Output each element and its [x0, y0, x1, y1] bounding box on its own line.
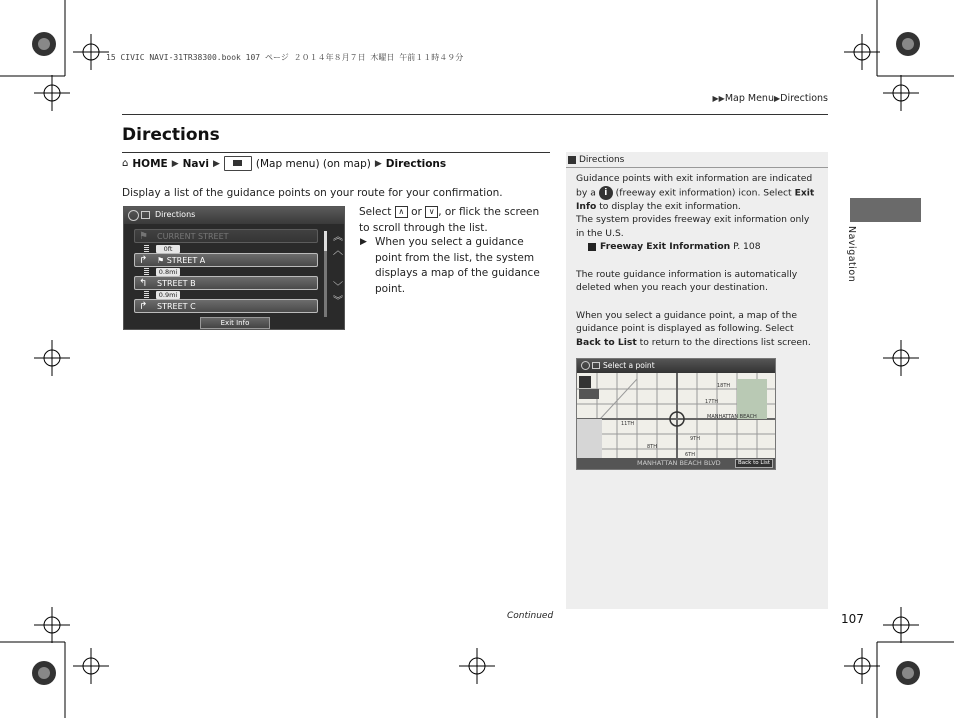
sidebar-paragraph — [576, 172, 820, 213]
note-arrow-icon: ▶ — [360, 237, 367, 247]
select-word: Select — [359, 206, 392, 218]
screen-header — [124, 207, 344, 224]
map-label: 8TH — [647, 444, 657, 450]
page-title: Directions — [122, 125, 220, 145]
flag-icon: ⚑ — [139, 231, 148, 242]
sidebar-paragraph — [576, 309, 820, 350]
distance-badge: 0.8mi — [156, 268, 180, 276]
section-tab — [850, 198, 921, 222]
page-up-icon[interactable]: ︽ — [333, 232, 343, 243]
header-divider — [122, 114, 828, 115]
text: to return to the directions list screen. — [639, 336, 811, 348]
select-rest: , or flick the screen to scroll through the list. — [359, 206, 540, 234]
back-to-list-button[interactable]: Back to List — [735, 459, 773, 468]
text: to display the exit information. — [599, 200, 741, 212]
select-note — [359, 235, 551, 297]
guidance-point-map-screen — [576, 358, 776, 470]
list-item-label: STREET C — [157, 302, 196, 311]
intro-text: Display a list of the guidance points on your route for your confirmation. — [122, 187, 503, 199]
path-home: HOME — [132, 157, 168, 170]
sidebar-paragraph: The system provides freeway exit information only in the U.S. — [576, 214, 810, 239]
note-icon — [568, 156, 576, 164]
exit-info-button[interactable]: Exit Info — [200, 317, 270, 329]
distance-marker-icon — [144, 268, 149, 276]
distance-marker-icon — [144, 245, 149, 253]
freeway-exit-info-icon: i — [599, 186, 613, 200]
list-item-street-c[interactable] — [134, 299, 318, 313]
scrollbar-thumb[interactable] — [324, 231, 327, 251]
page-down-icon[interactable]: ︾ — [333, 296, 343, 307]
list-item-street-b[interactable] — [134, 276, 318, 290]
map-label: 17TH — [705, 399, 719, 405]
map-label: MANHATTAN BEACH — [707, 414, 757, 420]
right-turn-icon: ↱ — [139, 255, 148, 266]
breadcrumb-arrow-icon: ▶ — [773, 94, 781, 103]
list-item-street-a[interactable] — [134, 253, 318, 267]
voice-icon — [581, 361, 590, 370]
right-turn-icon: ↱ — [139, 301, 148, 312]
distance-badge: 0.9mi — [156, 291, 180, 299]
path-map-menu: (Map menu) (on map) — [255, 157, 371, 170]
or-word: or — [411, 206, 422, 218]
list-item-current-street[interactable] — [134, 229, 318, 243]
list-item-label: CURRENT STREET — [157, 232, 229, 241]
path-arrow-icon: ▶ — [374, 158, 382, 169]
screen-title: Directions — [155, 210, 196, 219]
sidebar-paragraph: The route guidance information is automatically deleted when you reach your destination. — [576, 268, 798, 293]
home-key-icon: ⌂ — [122, 158, 129, 169]
sidebar-header — [566, 152, 828, 168]
path-navi: Navi — [182, 157, 209, 170]
reference-icon — [588, 243, 596, 251]
breadcrumb — [713, 93, 829, 104]
scroll-up-icon: ∧ — [395, 206, 408, 218]
screen-header — [577, 359, 775, 373]
list-item-label: STREET B — [157, 279, 196, 288]
path-arrow-icon: ▶ — [171, 158, 179, 169]
back-to-list-term: Back to List — [576, 336, 637, 348]
select-instruction — [359, 204, 551, 236]
back-icon — [141, 211, 150, 219]
sidebar-title: Directions — [579, 155, 625, 165]
breadcrumb-item-directions: Directions — [780, 93, 828, 104]
cross-reference — [576, 240, 820, 254]
left-turn-icon: ↰ — [139, 278, 148, 289]
continued-note: Continued — [507, 611, 554, 621]
select-note-text: When you select a guidance point from the list, the system displays a map of the guidance point. — [375, 236, 540, 295]
text: Guidance points with exit information are indicated by a — [576, 173, 813, 198]
street-bar — [577, 458, 775, 469]
page-number: 107 — [841, 612, 864, 626]
text: (freeway exit information) icon. Select — [615, 187, 792, 198]
text: When you select a guidance point, a map of the guidance point is displayed as following. Select — [576, 309, 797, 334]
breadcrumb-arrow-icon: ▶▶ — [712, 94, 725, 103]
map-label: 6TH — [685, 452, 695, 458]
screen-title: Select a point — [603, 361, 655, 370]
map-label: 9TH — [690, 436, 700, 442]
scroll-down-icon: ∨ — [425, 206, 438, 218]
map-label: 18TH — [717, 383, 731, 389]
scroll-down-icon[interactable]: ﹀ — [333, 282, 343, 293]
breadcrumb-item-map-menu: Map Menu — [724, 93, 774, 104]
navigation-path — [122, 156, 446, 171]
reference-title: Freeway Exit Information — [600, 241, 731, 252]
distance-marker-icon — [144, 291, 149, 299]
map-menu-button-icon — [224, 156, 252, 171]
turn-arrow-icon — [579, 376, 591, 388]
section-label: Navigation — [846, 226, 857, 283]
map-label: 11TH — [621, 421, 635, 427]
directions-list-screen — [123, 206, 345, 330]
sidebar-body — [576, 172, 820, 349]
path-arrow-icon: ▶ — [212, 158, 220, 169]
distance-panel — [579, 389, 599, 399]
title-divider — [122, 152, 550, 153]
street-a-label: STREET A — [166, 256, 206, 265]
print-header: 15 CIVIC NAVI-31TR38300.book 107 ページ ２０１４年８月７日 木曜日 午前１１時４９分 — [106, 53, 464, 62]
scroll-up-icon[interactable]: ︿ — [333, 246, 343, 257]
reference-page: P. 108 — [733, 241, 761, 252]
back-icon — [592, 362, 600, 369]
voice-icon — [128, 210, 139, 221]
distance-badge: 0ft — [156, 245, 180, 253]
street-name: MANHATTAN BEACH BLVD — [637, 459, 721, 467]
exit-info-term: Exit Info — [576, 187, 815, 212]
path-directions: Directions — [385, 157, 447, 170]
list-item-label: ⚑ STREET A — [157, 256, 206, 265]
